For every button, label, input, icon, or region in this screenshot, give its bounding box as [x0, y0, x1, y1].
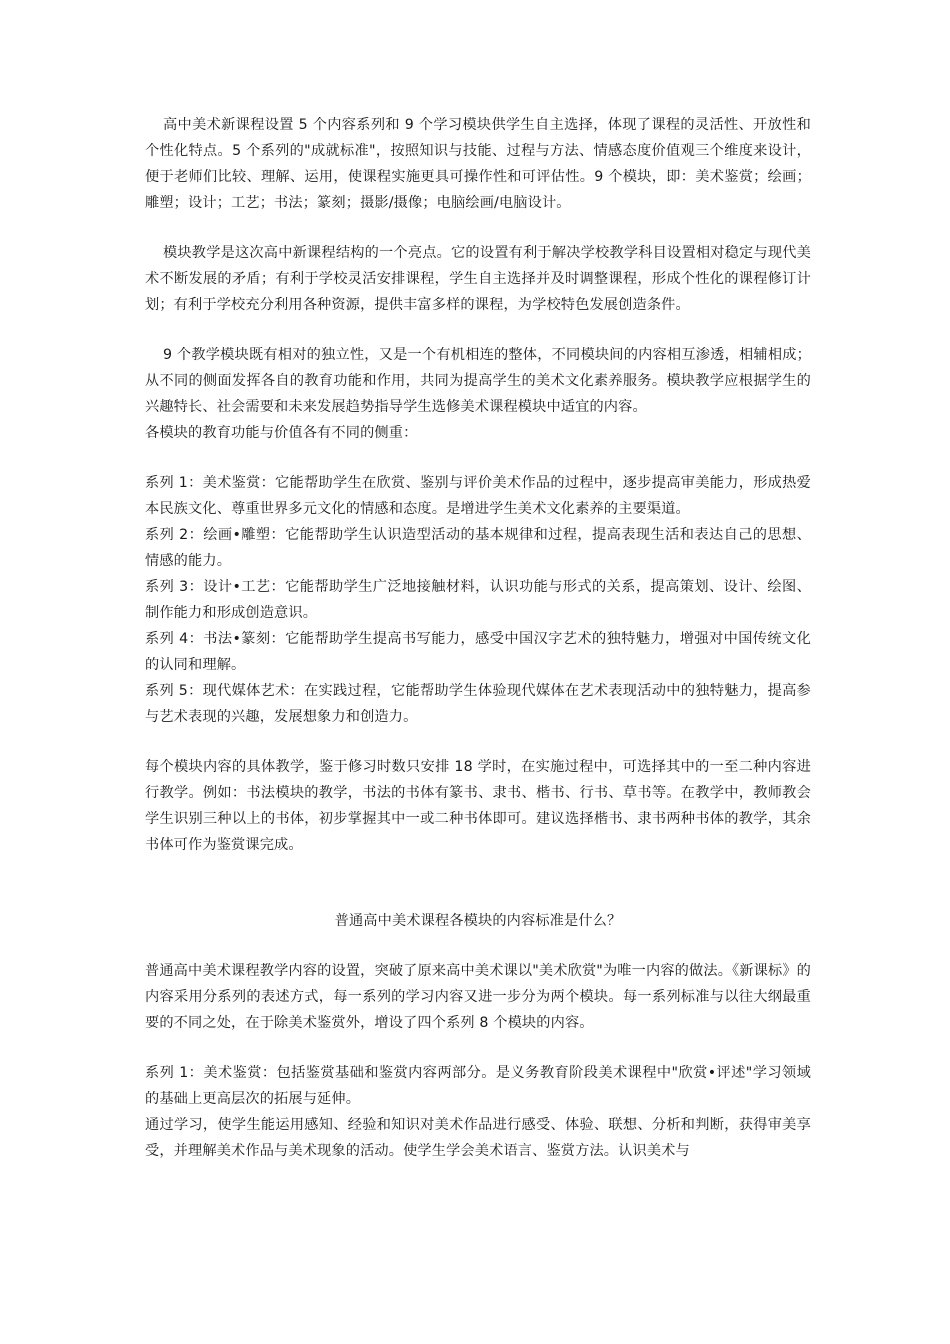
- section-heading: 普通高中美术课程各模块的内容标准是什么？: [334, 913, 622, 929]
- series-1-item: 系列 1：美术鉴赏：它能帮助学生在欣赏、鉴别与评价美术作品的过程中，逐步提高审美能力，形成热爱本民族文化、尊重世界多元文化的情感和态度。是增进学生美术文化素养的主要渠道。: [145, 475, 811, 517]
- series-5-item: 系列 5：现代媒体艺术：在实践过程，它能帮助学生体验现代媒体在艺术表现活动中的独特魅力，提高参与艺术表现的兴趣，发展想象力和创造力。: [145, 683, 811, 725]
- spacer: [145, 318, 811, 342]
- paragraph-learning-goals: 通过学习，使学生能运用感知、经验和知识对美术作品进行感受、体验、联想、分析和判断，获得审美享受，并理解美术作品与美术现象的活动。使学生学会美术语言、鉴赏方法。认识美术与: [145, 1117, 811, 1159]
- paragraph-content-standards: 普通高中美术课程教学内容的设置，突破了原来高中美术课以"美术欣赏"为唯一内容的做法。《新课标》的内容采用分系列的表述方式，每一系列的学习内容又进一步分为两个模块。每一系列标准与以往大纲最重要的不同之处，在于除美术鉴赏外，增设了四个系列 8 个模块的内容。: [145, 963, 811, 1031]
- spacer: [145, 858, 811, 908]
- paragraph-functions-intro: 各模块的教育功能与价值各有不同的侧重：: [145, 425, 418, 441]
- document-page: [145, 112, 811, 1164]
- spacer: [145, 730, 811, 754]
- spacer: [145, 934, 811, 958]
- paragraph-course-overview: 高中美术新课程设置 5 个内容系列和 9 个学习模块供学生自主选择，体现了课程的灵活性、开放性和个性化特点。5 个系列的"成就标准"，按照知识与技能、过程与方法、情感态度价值观三个维度来设计，便于老师们比较、理解、运用，使课程实施更具可操作性和可评估性。9 个模块，即：美术鉴赏；绘画；雕塑；设计；工艺；书法；篆刻；摄影/摄像；电脑绘画/电脑设计。: [145, 117, 811, 211]
- spacer: [145, 1036, 811, 1060]
- paragraph-teaching-hours: 每个模块内容的具体教学，鉴于修习时数只安排 18 学时，在实施过程中，可选择其中的一至二种内容进行教学。例如：书法模块的教学，书法的书体有篆书、隶书、楷书、行书、草书等。在教学中，教师教会学生识别三种以上的书体，初步掌握其中一或二种书体即可。建议选择楷书、隶书两种书体的教学，其余书体可作为鉴赏课完成。: [145, 759, 811, 853]
- series-4-item: 系列 4：书法•篆刻：它能帮助学生提高书写能力，感受中国汉字艺术的独特魅力，增强对中国传统文化的认同和理解。: [145, 631, 811, 673]
- spacer: [145, 216, 811, 240]
- series-3-item: 系列 3：设计•工艺：它能帮助学生广泛地接触材料，认识功能与形式的关系，提高策划、设计、绘图、制作能力和形成创造意识。: [145, 579, 811, 621]
- series-2-item: 系列 2：绘画•雕塑：它能帮助学生认识造型活动的基本规律和过程，提高表现生活和表达自己的思想、情感的能力。: [145, 527, 811, 569]
- spacer: [145, 446, 811, 470]
- paragraph-module-relations: 9 个教学模块既有相对的独立性，又是一个有机相连的整体，不同模块间的内容相互渗透，相辅相成；从不同的侧面发挥各自的教育功能和作用，共同为提高学生的美术文化素养服务。模块教学应根据学生的兴趣特长、社会需要和未来发展趋势指导学生选修美术课程模块中适宜的内容。: [145, 347, 811, 415]
- paragraph-module-teaching: 模块教学是这次高中新课程结构的一个亮点。它的设置有利于解决学校教学科目设置相对稳定与现代美术不断发展的矛盾；有利于学校灵活安排课程，学生自主选择并及时调整课程，形成个性化的课程修订计划；有利于学校充分利用各种资源，提供丰富多样的课程，为学校特色发展创造条件。: [145, 245, 811, 313]
- series-1-standard: 系列 1：美术鉴赏：包括鉴赏基础和鉴赏内容两部分。是义务教育阶段美术课程中"欣赏•评述"学习领域的基础上更高层次的拓展与延伸。: [145, 1065, 811, 1107]
